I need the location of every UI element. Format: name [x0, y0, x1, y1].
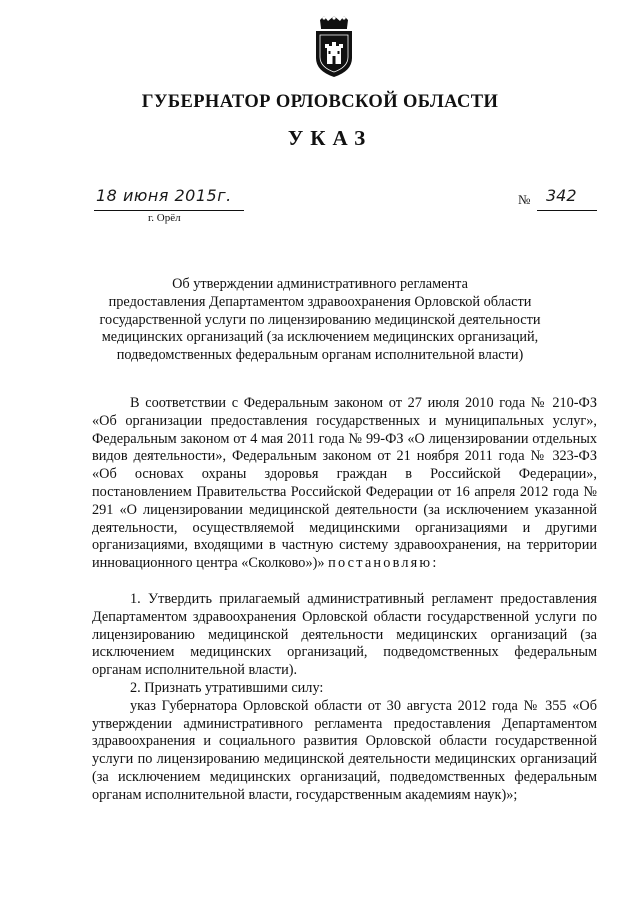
decree-word: постановляю:: [328, 555, 439, 572]
item-2-paragraph: 2. Признать утратившими силу:: [130, 679, 324, 696]
item-2-subparagraph: указ Губернатора Орловской области от 30 августа 2012 года № 355 «Об утверждении административного регламента предоставления Департаментом здравоохранения и социального развития Орловской области государственной услуги по лицензированию медицинской деятельности медицинских организаций (за исключением медицинских организаций, подведомственных федеральным органам исполнительной власти, государственным академиям наук)»;: [92, 697, 597, 803]
decree-title: [90, 276, 550, 365]
preamble-paragraph: [92, 395, 597, 573]
title-line: предоставления Департаментом здравоохранения Орловской области: [108, 293, 532, 310]
item-1-paragraph: 1. Утвердить прилагаемый административный регламент предоставления Департаментом здравоохранения Орловской области государственной услуги по лицензированию медицинской деятельности медицинских организаций (за исключением медицинских организаций, подведомственных федеральным органам исполнительной власти).: [92, 590, 597, 679]
decree-body: [92, 395, 597, 805]
title-line: подведомственных федеральным органам исполнительной власти): [116, 347, 524, 364]
title-line: государственной услуги по лицензированию медицинской деятельности: [99, 311, 541, 328]
title-line: Об утверждении административного регламента: [172, 276, 468, 292]
issue-city: г. Орёл: [148, 212, 181, 224]
decree-date: 18 июня 2015г.: [96, 186, 232, 205]
coat-of-arms-emblem: [314, 16, 354, 78]
document-type: УКАЗ: [287, 126, 373, 150]
number-prefix: №: [518, 192, 531, 207]
decree-number: 342: [546, 186, 577, 205]
title-line: медицинских организаций (за исключением медицинских организаций,: [101, 329, 539, 346]
preamble-text: В соответствии с Федеральным законом от 27 июля 2010 года № 210-ФЗ «Об организации предоставления государственных и муниципальных услуг», Федеральным законом от 4 мая 2011 года № 99-ФЗ «О лицензировании отдельных видов деятельности», Федеральным законом от 21 ноября 2011 года № 323-ФЗ «Об основах охраны здоровья граждан в Российской Федерации», постановлением Правительства Российской Федерации от 16 апреля 2012 года № 291 «О лицензировании медицинской деятельности (за исключением указанной деятельности, осуществляемой медицинскими организациями и другими организациями, входящими в частную систему здравоохранения, на территории инновационного центра «Сколково»)»: [92, 395, 597, 572]
issuing-authority: ГУБЕРНАТОР ОРЛОВСКОЙ ОБЛАСТИ: [141, 92, 499, 112]
